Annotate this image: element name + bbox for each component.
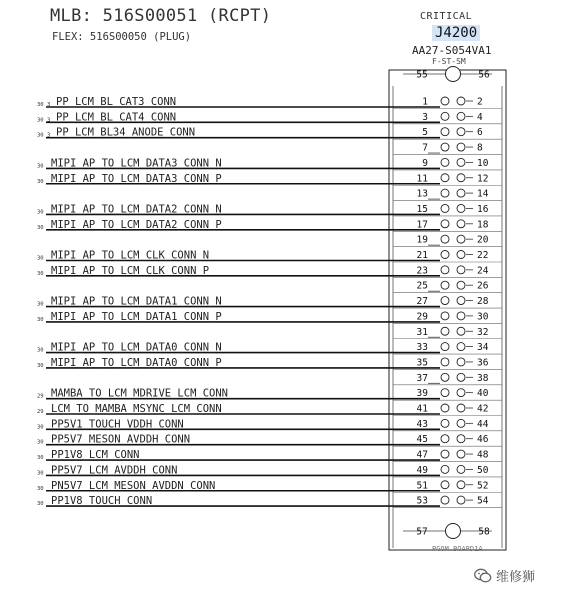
top-mount-pin-circle <box>446 67 461 82</box>
pin-contact-right <box>457 343 465 351</box>
pin-contact-right <box>457 204 465 212</box>
net-sheet-ref: 30 <box>37 178 44 185</box>
pin-number-left: 1 <box>422 96 428 108</box>
net-name-label: PP_LCM_BL_CAT4_CONN <box>56 111 177 124</box>
net-name-label: MIPI_AP_TO_LCM_DATA2_CONN_N <box>51 203 222 216</box>
pin-contact-left <box>441 389 449 397</box>
pin-number-right: 26 <box>477 280 489 292</box>
pin-number-right: 16 <box>477 203 489 215</box>
net-name-label: PN5V7_LCM_MESON_AVDDN_CONN <box>51 479 216 492</box>
net-sheet-ref: 30 <box>37 102 44 108</box>
net-name-label: MIPI_AP_TO_LCM_DATA1_CONN_N <box>51 295 222 308</box>
connector-refdes[interactable]: J4200 <box>432 25 480 41</box>
pin-contact-left <box>441 327 449 335</box>
pin-contact-right <box>457 389 465 397</box>
top-mount-pin-right-pin-number: 56 <box>478 69 490 81</box>
net-sheet-ref: 30 <box>37 301 44 308</box>
pin-contact-left <box>441 112 449 120</box>
net-name-label: PP5V1_TOUCH_VDDH_CONN <box>51 418 184 431</box>
pin-row-41 <box>37 403 502 416</box>
net-sheet-ref: 30 <box>37 424 44 431</box>
pin-row-27 <box>37 296 502 309</box>
pin-number-right: 50 <box>477 464 489 476</box>
watermark-text: 维修狮 <box>496 570 536 585</box>
pin-row-23 <box>37 265 502 278</box>
net-sheet-ref: 30 <box>37 163 44 170</box>
pin-number-left: 3 <box>422 111 428 123</box>
net-sub-ref: 3 <box>47 102 51 108</box>
pin-contact-right <box>457 128 465 136</box>
pin-number-left: 47 <box>416 449 428 461</box>
pin-contact-left <box>441 158 449 166</box>
net-sheet-ref: 30 <box>37 316 44 323</box>
pin-number-left: 15 <box>416 203 428 215</box>
pin-contact-left <box>441 235 449 243</box>
pin-number-right: 36 <box>477 357 489 369</box>
pin-number-right: 48 <box>477 449 489 461</box>
pin-contact-right <box>457 220 465 228</box>
net-name-label: MIPI_AP_TO_LCM_DATA0_CONN_P <box>51 356 222 369</box>
pin-contact-left <box>441 204 449 212</box>
pin-contact-left <box>441 297 449 305</box>
pin-number-right: 46 <box>477 434 489 446</box>
net-sheet-ref: 30 <box>37 255 44 262</box>
pin-contact-left <box>441 251 449 259</box>
pin-number-right: 2 <box>477 96 483 108</box>
net-name-label: LCM_TO_MAMBA_MSYNC_LCM_CONN <box>51 403 222 415</box>
pin-contact-right <box>457 266 465 274</box>
pin-contact-right <box>457 297 465 305</box>
pin-number-right: 24 <box>477 265 489 277</box>
critical-label: CRITICAL <box>420 11 473 22</box>
pin-number-left: 7 <box>422 142 428 154</box>
pin-number-left: 11 <box>416 173 428 185</box>
pin-contact-left <box>441 281 449 289</box>
net-name-label: PP5V7_LCM_AVDDH_CONN <box>51 464 178 477</box>
pin-contact-left <box>441 419 449 427</box>
pin-number-right: 34 <box>477 342 489 354</box>
pin-number-left: 35 <box>416 357 428 369</box>
pin-contact-right <box>457 312 465 320</box>
net-name-label: PP_LCM_BL_CAT3_CONN <box>56 96 177 108</box>
top-mount-pin-left-pin-number: 55 <box>416 69 428 81</box>
pin-number-right: 30 <box>477 311 489 323</box>
pin-number-left: 5 <box>422 127 428 139</box>
pin-contact-left <box>441 143 449 151</box>
mlb-label: MLB: 516S00051 (RCPT) <box>50 6 272 26</box>
pin-number-right: 28 <box>477 296 489 308</box>
pin-contact-left <box>441 174 449 182</box>
net-sheet-ref: 30 <box>37 455 44 462</box>
net-sheet-ref: 30 <box>37 209 44 216</box>
pin-number-left: 53 <box>416 495 428 507</box>
pin-number-right: 44 <box>477 418 489 430</box>
watermark <box>474 566 535 585</box>
pin-contact-left <box>441 435 449 443</box>
pin-contact-right <box>457 281 465 289</box>
pin-contact-left <box>441 496 449 504</box>
pin-contact-left <box>441 97 449 105</box>
net-name-label: PP5V7_MESON_AVDDH_CONN <box>51 433 191 446</box>
flex-label: FLEX: 516S00050 (PLUG) <box>52 31 192 43</box>
pin-number-left: 43 <box>416 418 428 430</box>
pin-contact-left <box>441 220 449 228</box>
pin-number-right: 22 <box>477 250 489 261</box>
connector-bottom-text: PGOM.BOARD1A <box>432 545 483 553</box>
pin-row-29 <box>37 311 502 324</box>
pin-row-17 <box>37 219 502 232</box>
pin-contact-right <box>457 373 465 381</box>
pin-number-left: 33 <box>416 342 428 354</box>
pin-contact-right <box>457 481 465 489</box>
pin-row-31 <box>393 327 502 339</box>
pin-contact-right <box>457 112 465 120</box>
pin-contact-right <box>457 143 465 151</box>
connector-body <box>389 70 506 550</box>
net-sheet-ref: 30 <box>37 224 44 231</box>
pin-number-left: 29 <box>416 311 428 323</box>
pin-row-19 <box>393 235 502 247</box>
pin-row-3 <box>37 111 502 124</box>
pin-contact-left <box>441 189 449 197</box>
pin-contact-right <box>457 251 465 259</box>
pin-number-left: 45 <box>416 434 428 446</box>
pin-contact-right <box>457 358 465 366</box>
pin-number-right: 6 <box>477 127 483 139</box>
pin-contact-right <box>457 235 465 243</box>
net-sub-ref: 3 <box>47 117 51 124</box>
connector-part-number: AA27-S054VA1 <box>412 44 492 57</box>
pin-number-left: 17 <box>416 219 428 231</box>
pin-number-left: 23 <box>416 265 428 277</box>
pin-row-39 <box>37 388 502 401</box>
net-sub-ref: 3 <box>47 132 51 139</box>
pin-contact-right <box>457 189 465 197</box>
net-sheet-ref: 30 <box>37 270 44 277</box>
pin-row-35 <box>37 357 502 370</box>
bottom-mount-pin-circle <box>446 524 461 539</box>
pin-row-33 <box>37 342 502 355</box>
pin-number-right: 52 <box>477 480 489 492</box>
pin-number-right: 8 <box>477 142 483 154</box>
pin-row-47 <box>37 449 502 462</box>
pin-contact-left <box>441 404 449 412</box>
pin-row-15 <box>37 203 502 216</box>
pin-row-25 <box>393 281 502 293</box>
pin-contact-left <box>441 312 449 320</box>
pin-number-left: 41 <box>416 403 428 415</box>
pin-contact-left <box>441 450 449 458</box>
pin-contact-right <box>457 419 465 427</box>
net-name-label: MIPI_AP_TO_LCM_DATA2_CONN_P <box>51 218 222 231</box>
bottom-mount-pin-right-pin-number: 58 <box>478 526 490 538</box>
pin-row-53 <box>37 495 502 508</box>
pin-contact-left <box>441 128 449 136</box>
pin-row-21 <box>37 250 502 263</box>
pin-contact-left <box>441 465 449 473</box>
pin-row-45 <box>37 434 502 447</box>
pin-row-1 <box>37 96 502 109</box>
net-sheet-ref: 30 <box>37 470 44 477</box>
bottom-mount-pin-left-pin-number: 57 <box>416 526 428 538</box>
pin-contact-right <box>457 327 465 335</box>
pin-number-right: 14 <box>477 188 489 200</box>
pin-number-right: 40 <box>477 388 489 400</box>
net-name-label: MAMBA_TO_LCM_MDRIVE_LCM_CONN <box>51 387 229 400</box>
pin-row-7 <box>393 143 502 155</box>
wechat-icon <box>474 568 492 584</box>
pin-number-left: 51 <box>416 480 428 492</box>
pin-contact-left <box>441 358 449 366</box>
pin-number-left: 25 <box>416 280 428 292</box>
pin-number-left: 39 <box>416 388 428 400</box>
pin-number-right: 32 <box>477 326 489 338</box>
pin-contact-right <box>457 97 465 105</box>
pin-contact-right <box>457 158 465 166</box>
pin-number-left: 27 <box>416 296 428 308</box>
pin-row-37 <box>393 373 502 385</box>
pin-number-right: 4 <box>477 111 483 123</box>
net-sheet-ref: 29 <box>37 409 44 415</box>
pin-number-right: 54 <box>477 495 489 507</box>
pin-number-right: 38 <box>477 372 489 384</box>
net-sheet-ref: 30 <box>37 132 44 139</box>
net-sheet-ref: 30 <box>37 347 44 354</box>
pin-number-left: 37 <box>416 372 428 384</box>
pin-number-right: 20 <box>477 234 489 246</box>
pin-row-5 <box>37 127 502 140</box>
pin-contact-left <box>441 481 449 489</box>
net-sheet-ref: 30 <box>37 501 44 508</box>
net-sheet-ref: 29 <box>37 393 44 400</box>
net-name-label: MIPI_AP_TO_LCM_CLK_CONN_N <box>51 249 210 262</box>
connector-footprint: F-ST-SM <box>432 57 466 66</box>
pin-row-51 <box>37 480 502 493</box>
pin-contact-right <box>457 404 465 412</box>
net-sheet-ref: 30 <box>37 439 44 446</box>
net-name-label: MIPI_AP_TO_LCM_DATA0_CONN_N <box>51 341 222 354</box>
net-sheet-ref: 30 <box>37 117 44 124</box>
pin-number-left: 13 <box>416 188 428 200</box>
net-sheet-ref: 30 <box>37 485 44 492</box>
net-name-label: MIPI_AP_TO_LCM_CLK_CONN_P <box>51 264 210 277</box>
net-name-label: MIPI_AP_TO_LCM_DATA3_CONN_P <box>51 172 222 185</box>
pin-number-right: 12 <box>477 173 489 185</box>
pin-number-left: 19 <box>416 234 428 246</box>
pin-number-right: 10 <box>477 157 489 169</box>
net-name-label: PP1V8_TOUCH_CONN <box>51 495 153 508</box>
pin-number-left: 21 <box>416 250 428 261</box>
pin-row-43 <box>37 418 502 431</box>
pin-row-49 <box>37 464 502 477</box>
pin-contact-right <box>457 435 465 443</box>
net-name-label: PP_LCM_BL34_ANODE_CONN <box>56 126 196 139</box>
pin-contact-left <box>441 343 449 351</box>
pin-number-left: 9 <box>422 157 428 169</box>
net-name-label: MIPI_AP_TO_LCM_DATA1_CONN_P <box>51 310 222 323</box>
pin-number-left: 31 <box>416 326 428 338</box>
pin-number-right: 42 <box>477 403 489 415</box>
pin-contact-right <box>457 450 465 458</box>
pin-contact-right <box>457 496 465 504</box>
pin-number-right: 18 <box>477 219 489 231</box>
pin-number-left: 49 <box>416 464 428 476</box>
pin-contact-right <box>457 465 465 473</box>
pin-contact-left <box>441 266 449 274</box>
pin-row-11 <box>37 173 502 186</box>
pin-row-13 <box>393 189 502 201</box>
pin-contact-right <box>457 174 465 182</box>
pin-row-9 <box>37 157 502 170</box>
net-name-label: PP1V8_LCM_CONN <box>51 449 140 462</box>
net-name-label: MIPI_AP_TO_LCM_DATA3_CONN_N <box>51 157 222 170</box>
net-sheet-ref: 30 <box>37 362 44 369</box>
pin-contact-left <box>441 373 449 381</box>
